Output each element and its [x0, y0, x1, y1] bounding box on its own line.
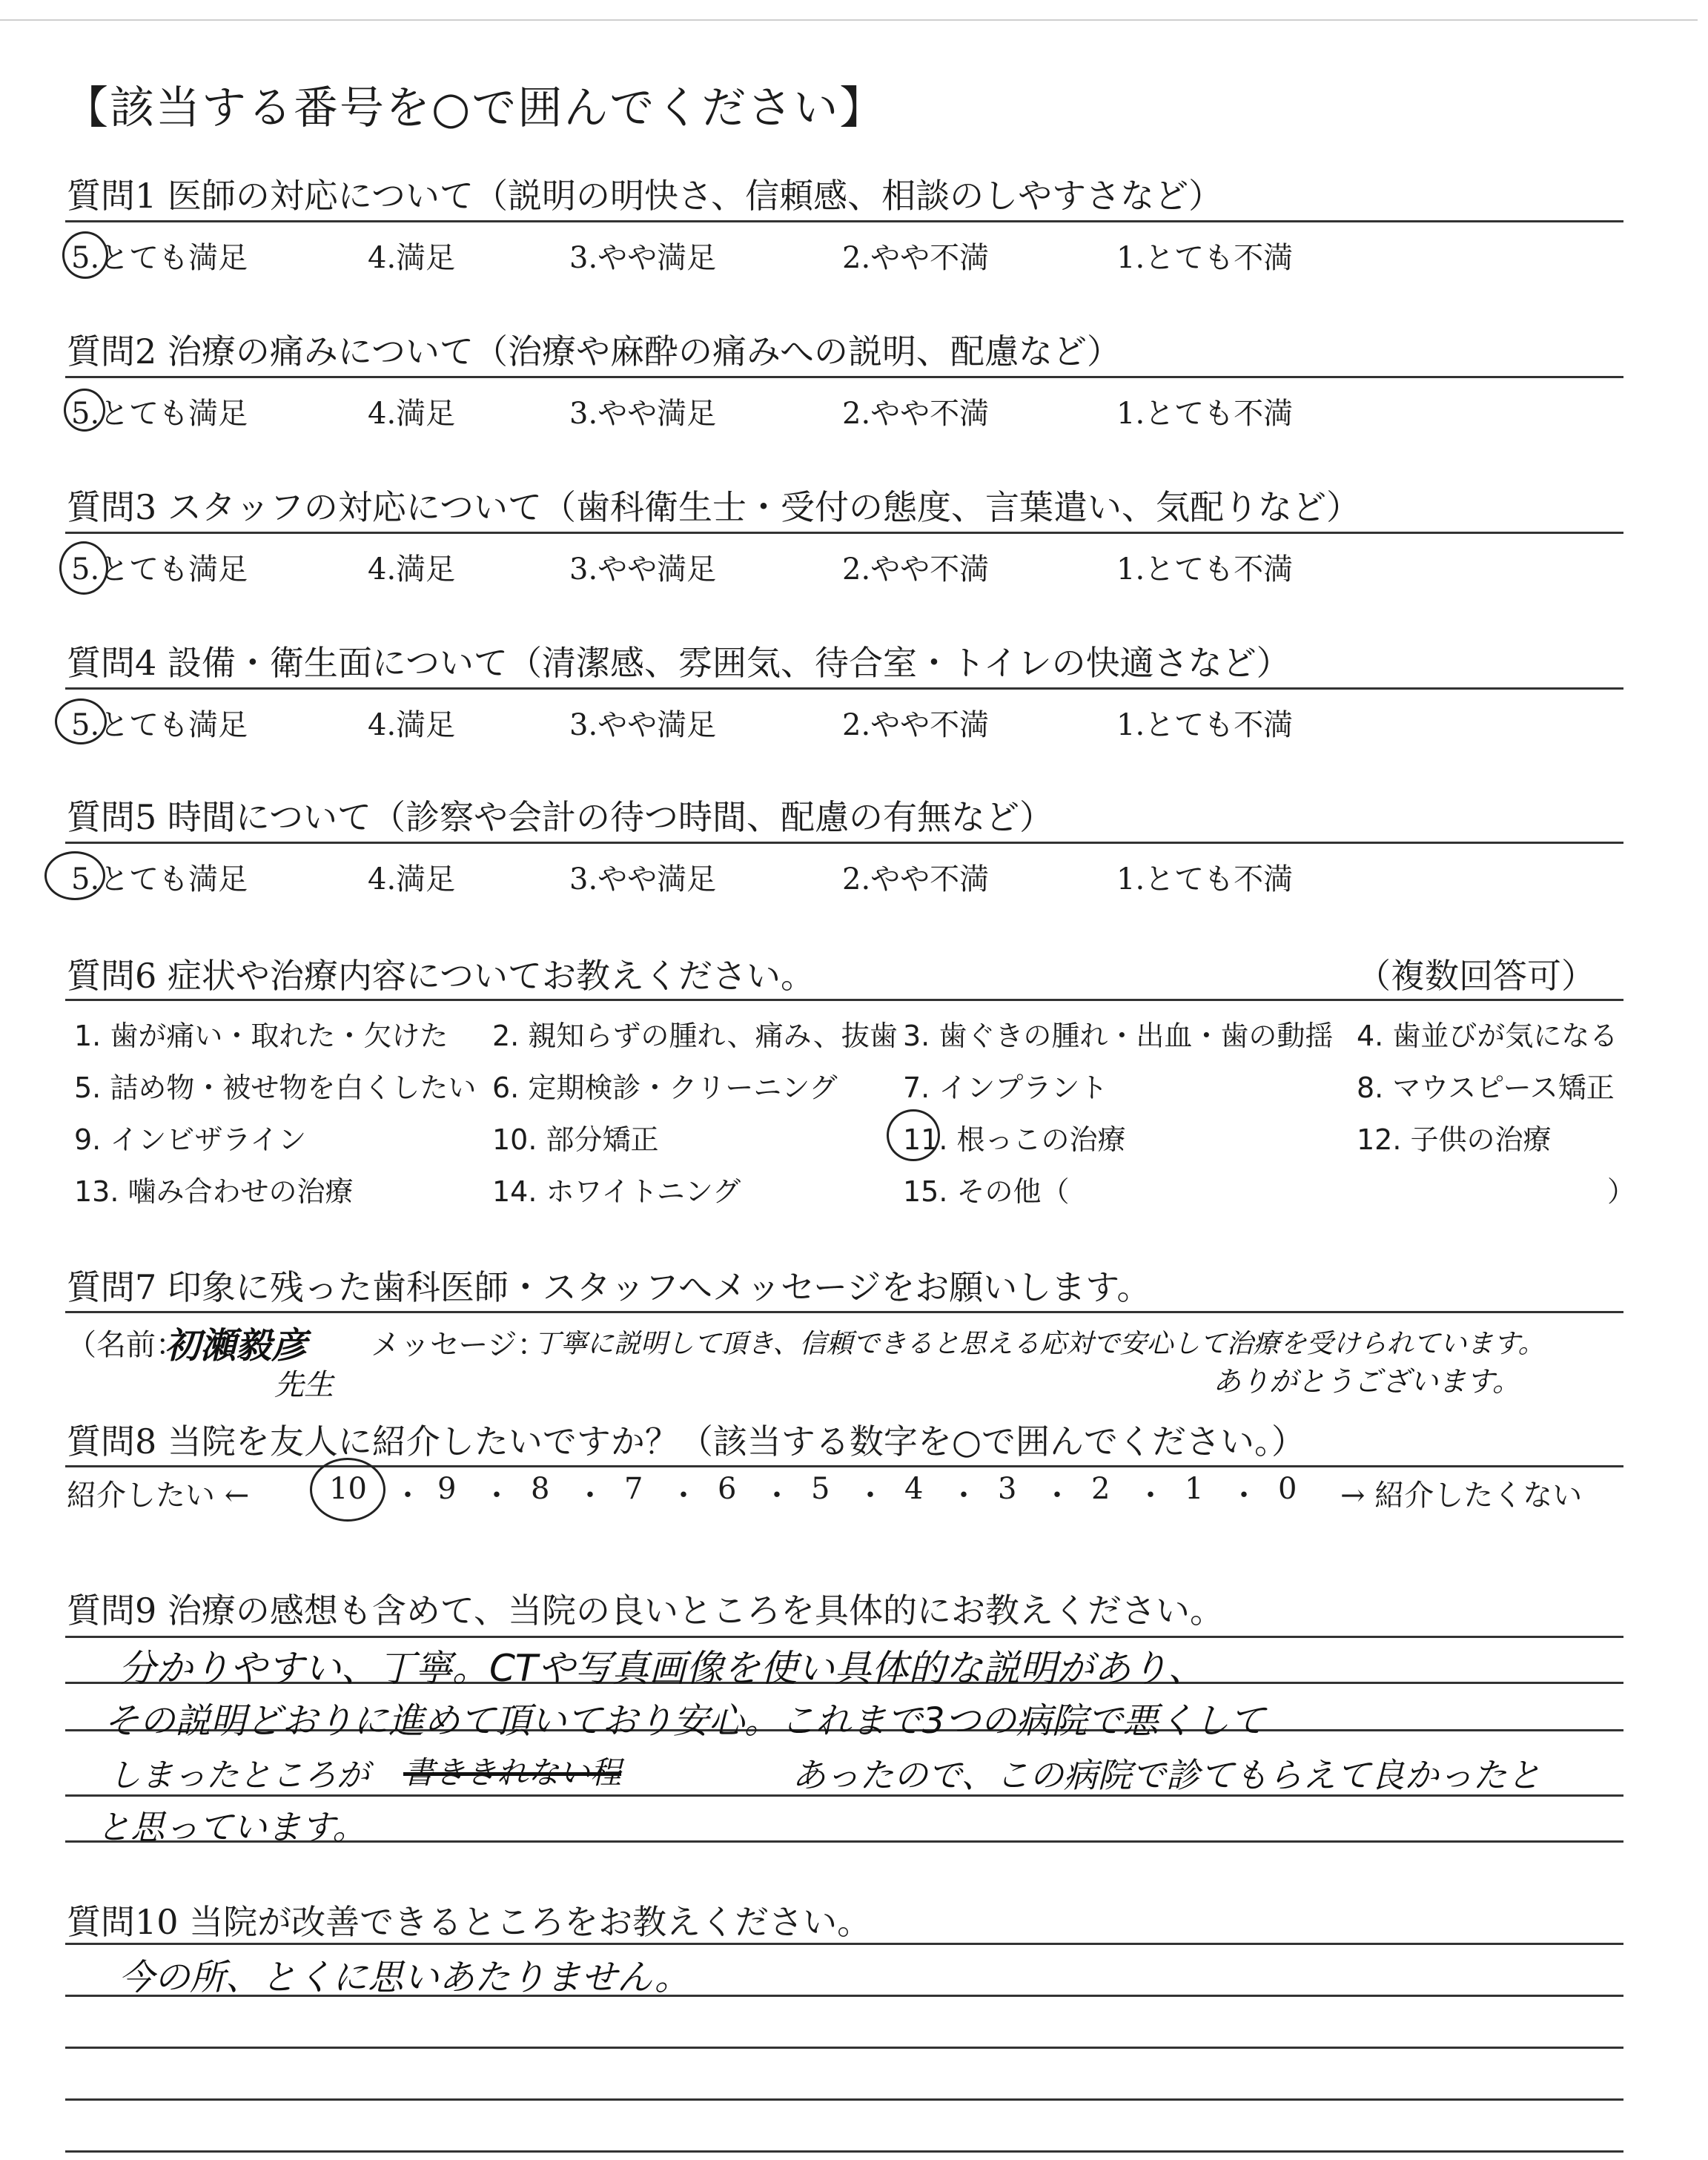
q6-item[interactable]: 1. 歯が痛い・取れた・欠けた [74, 1020, 448, 1052]
question-5-rule [65, 842, 1623, 844]
name-label: （名前： [67, 1328, 185, 1362]
q6-item[interactable]: 8. マウスピース矯正 [1357, 1071, 1615, 1104]
q9-answer-line-4: あったので、この病院で診てもらえて良かったと [792, 1755, 1541, 1795]
question-2-title: 質問2 治療の痛みについて（治療や麻酔の痛みへの説明、配慮など） [67, 331, 1122, 371]
option-3[interactable]: 3.やや満足 [569, 862, 717, 896]
option-3[interactable]: 3.やや満足 [569, 241, 717, 275]
question-2-rule [65, 376, 1623, 378]
scale-9[interactable]: 9 [437, 1472, 457, 1506]
q6-other-close: ） [1607, 1175, 1636, 1208]
q9-struck-text: 書ききれない程 [403, 1754, 622, 1791]
selected-circle [59, 541, 108, 595]
option-4[interactable]: 4.満足 [368, 862, 456, 896]
q6-item[interactable]: 10. 部分矯正 [492, 1123, 659, 1156]
q6-item[interactable]: 6. 定期検診・クリーニング [492, 1071, 838, 1104]
option-2[interactable]: 2.やや不満 [842, 552, 990, 587]
name-value: 初瀬毅彦 [165, 1325, 308, 1367]
q6-item[interactable]: 4. 歯並びが気になる [1357, 1020, 1618, 1052]
option-5[interactable]: 5.とても満足 [71, 552, 248, 587]
q9-answer-line-1: 分かりやすい、丁寧。CTや写真画像を使い具体的な説明があり、 [119, 1647, 1205, 1690]
selected-circle [44, 851, 105, 900]
scale-2[interactable]: 2 [1091, 1472, 1110, 1506]
option-1[interactable]: 1.とても不満 [1116, 552, 1294, 587]
question-3-rule [65, 532, 1623, 534]
scale-7[interactable]: 7 [624, 1472, 643, 1506]
scale-4[interactable]: 4 [904, 1472, 924, 1506]
option-5[interactable]: 5.とても満足 [71, 862, 248, 896]
q10-line [65, 2098, 1623, 2101]
top-border [0, 19, 1698, 21]
question-9-title: 質問9 治療の感想も含めて、当院の良いところを具体的にお教えください。 [67, 1591, 1224, 1631]
selected-circle [64, 389, 105, 432]
option-2[interactable]: 2.やや不満 [842, 241, 990, 275]
q10-answer: 今の所、とくに思いあたりません。 [119, 1957, 690, 1998]
question-3-title: 質問3 スタッフの対応について（歯科衛生士・受付の態度、言葉遣い、気配りなど） [67, 487, 1360, 527]
option-1[interactable]: 1.とても不満 [1116, 241, 1294, 275]
q6-item[interactable]: 12. 子供の治療 [1357, 1123, 1552, 1156]
option-5[interactable]: 5.とても満足 [71, 708, 248, 742]
option-5[interactable]: 5.とても満足 [71, 397, 248, 431]
q10-line [65, 1943, 1623, 1945]
question-1-title: 質問1 医師の対応について（説明の明快さ、信頼感、相談のしやすさなど） [67, 176, 1223, 216]
option-4[interactable]: 4.満足 [368, 241, 456, 275]
question-6-note: （複数回答可） [1357, 956, 1595, 996]
scale-3[interactable]: 3 [998, 1472, 1017, 1506]
scale-left-label: 紹介したい ← [67, 1479, 250, 1513]
q9-answer-line-5: と思っています。 [96, 1807, 367, 1847]
question-6-title: 質問6 症状や治療内容についてお教えください。 [67, 956, 815, 996]
q6-item[interactable]: 3. 歯ぐきの腫れ・出血・歯の動揺 [903, 1020, 1334, 1052]
q6-item-selected[interactable]: 11. 根っこの治療 [903, 1123, 1126, 1156]
question-4-title: 質問4 設備・衛生面について（清潔感、雰囲気、待合室・トイレの快適さなど） [67, 643, 1291, 683]
option-1[interactable]: 1.とても不満 [1116, 708, 1294, 742]
q9-answer-line-3: しまったところが [108, 1757, 369, 1794]
question-5-title: 質問5 時間について（診察や会計の待つ時間、配慮の有無など） [67, 797, 1053, 837]
question-8-rule [65, 1465, 1623, 1467]
name-suffix: 先生 [274, 1368, 334, 1402]
q10-line [65, 2047, 1623, 2049]
option-5[interactable]: 5.とても満足 [71, 241, 248, 275]
message-line-1: 丁寧に説明して頂き、信頼できると思える応対で安心して治療を受けられています。 [534, 1329, 1545, 1359]
q6-item[interactable]: 9. インビザライン [74, 1123, 307, 1156]
q6-item[interactable]: 7. インプラント [903, 1071, 1108, 1104]
option-2[interactable]: 2.やや不満 [842, 862, 990, 896]
message-line-2: ありがとうございます。 [1213, 1365, 1520, 1398]
scale-6[interactable]: 6 [718, 1472, 737, 1506]
q6-item[interactable]: 15. その他（ [903, 1175, 1070, 1208]
message-label: メッセージ： [371, 1328, 547, 1362]
option-1[interactable]: 1.とても不満 [1116, 862, 1294, 896]
scale-5[interactable]: 5 [811, 1472, 830, 1506]
question-7-title: 質問7 印象に残った歯科医師・スタッフへメッセージをお願いします。 [67, 1267, 1151, 1307]
scale-right-label: → 紹介したくない [1340, 1479, 1583, 1513]
option-1[interactable]: 1.とても不満 [1116, 397, 1294, 431]
q6-item[interactable]: 13. 噛み合わせの治療 [74, 1175, 354, 1208]
question-1-rule [65, 220, 1623, 222]
question-7-rule [65, 1311, 1623, 1313]
selected-circle [310, 1458, 385, 1522]
q10-line [65, 2150, 1623, 2153]
selected-circle [62, 231, 108, 279]
option-2[interactable]: 2.やや不満 [842, 397, 990, 431]
scale-1[interactable]: 1 [1185, 1472, 1204, 1506]
option-2[interactable]: 2.やや不満 [842, 708, 990, 742]
question-8-title: 質問8 当院を友人に紹介したいですか？（該当する数字を○で囲んでください。） [67, 1421, 1306, 1462]
q9-line [65, 1636, 1623, 1638]
q6-item[interactable]: 2. 親知らずの腫れ、痛み、抜歯 [492, 1020, 898, 1052]
option-3[interactable]: 3.やや満足 [569, 397, 717, 431]
selected-circle [887, 1109, 940, 1161]
q6-item[interactable]: 14. ホワイトニング [492, 1175, 741, 1208]
q6-item[interactable]: 5. 詰め物・被せ物を白くしたい [74, 1071, 477, 1104]
option-4[interactable]: 4.満足 [368, 708, 456, 742]
q9-answer-line-2: その説明どおりに進めて頂いており安心。これまで3つの病院で悪くして [104, 1700, 1265, 1742]
option-3[interactable]: 3.やや満足 [569, 552, 717, 587]
scale-8[interactable]: 8 [531, 1472, 550, 1506]
scale-0[interactable]: 0 [1278, 1472, 1297, 1506]
question-4-rule [65, 687, 1623, 690]
page-header: 【該当する番号を○で囲んでください】 [64, 82, 886, 134]
option-3[interactable]: 3.やや満足 [569, 708, 717, 742]
option-4[interactable]: 4.満足 [368, 397, 456, 431]
question-6-rule [65, 999, 1623, 1001]
question-10-title: 質問10 当院が改善できるところをお教えください。 [67, 1902, 872, 1942]
option-4[interactable]: 4.満足 [368, 552, 456, 587]
scale-10[interactable]: 10 [329, 1472, 367, 1506]
selected-circle [55, 698, 107, 744]
